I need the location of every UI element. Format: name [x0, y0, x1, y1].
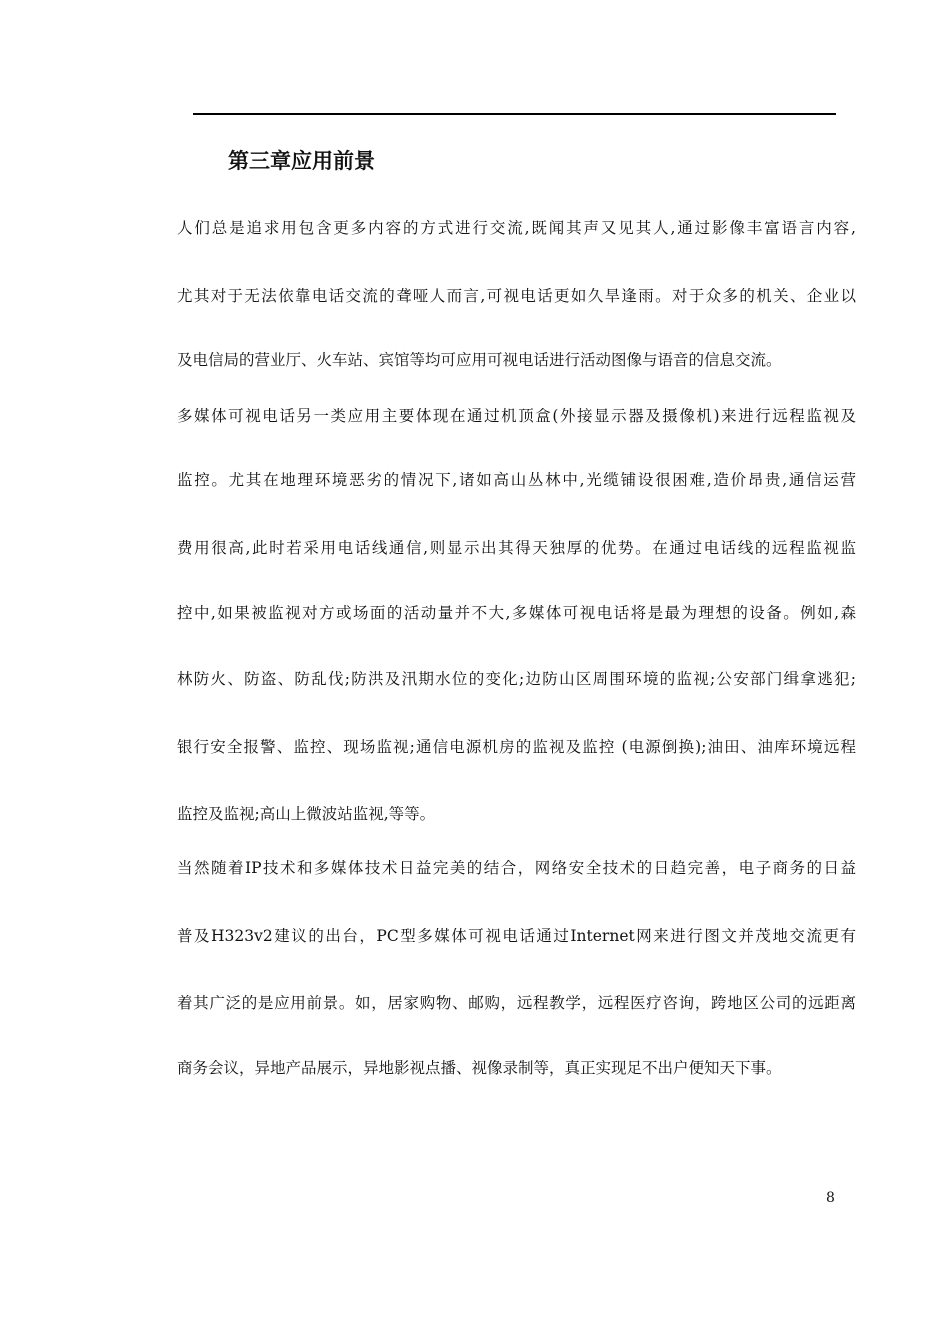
paragraph-line: 及电信局的营业厅、火车站、宾馆等均可应用可视电话进行活动图像与语音的信息交流。: [177, 351, 782, 369]
paragraph-line: 控中,如果被监视对方或场面的活动量并不大,多媒体可视电话将是最为理想的设备。例如,森: [177, 604, 856, 622]
paragraph-line: 着其广泛的是应用前景。如，居家购物、邮购，远程教学，远程医疗咨询，跨地区公司的远距离: [177, 994, 856, 1012]
paragraph-line: 人们总是追求用包含更多内容的方式进行交流,既闻其声又见其人,通过影像丰富语言内容,: [177, 219, 856, 237]
paragraph-line: 监控。尤其在地理环境恶劣的情况下,诸如高山丛林中,光缆铺设很困难,造价昂贵,通信运营: [177, 471, 856, 489]
paragraph-line: 尤其对于无法依靠电话交流的聋哑人而言,可视电话更如久旱逢雨。对于众多的机关、企业以: [177, 287, 856, 305]
paragraph-line: 监控及监视;高山上微波站监视,等等。: [177, 805, 436, 823]
paragraph-line: 费用很高,此时若采用电话线通信,则显示出其得天独厚的优势。在通过电话线的远程监视监: [177, 539, 856, 557]
chapter-title: 第三章应用前景: [228, 149, 375, 173]
paragraph-line: 当然随着IP技术和多媒体技术日益完美的结合，网络安全技术的日趋完善，电子商务的日益: [177, 859, 856, 877]
paragraph-line: 银行安全报警、监控、现场监视;通信电源机房的监视及监控 (电源倒换);油田、油库环境远程: [177, 738, 856, 756]
paragraph-line: 商务会议，异地产品展示，异地影视点播、视像录制等，真正实现足不出户便知天下事。: [177, 1059, 782, 1077]
paragraph-line: 林防火、防盗、防乱伐;防洪及汛期水位的变化;边防山区周围环境的监视;公安部门缉拿逃犯;: [177, 670, 856, 688]
paragraph-line: 多媒体可视电话另一类应用主要体现在通过机顶盒(外接显示器及摄像机)来进行远程监视及: [177, 407, 856, 425]
header-rule: [193, 113, 836, 115]
page-number: 8: [826, 1190, 835, 1206]
paragraph-line: 普及H323v2建议的出台，PC型多媒体可视电话通过Internet网来进行图文并茂地交流更有: [177, 927, 856, 945]
